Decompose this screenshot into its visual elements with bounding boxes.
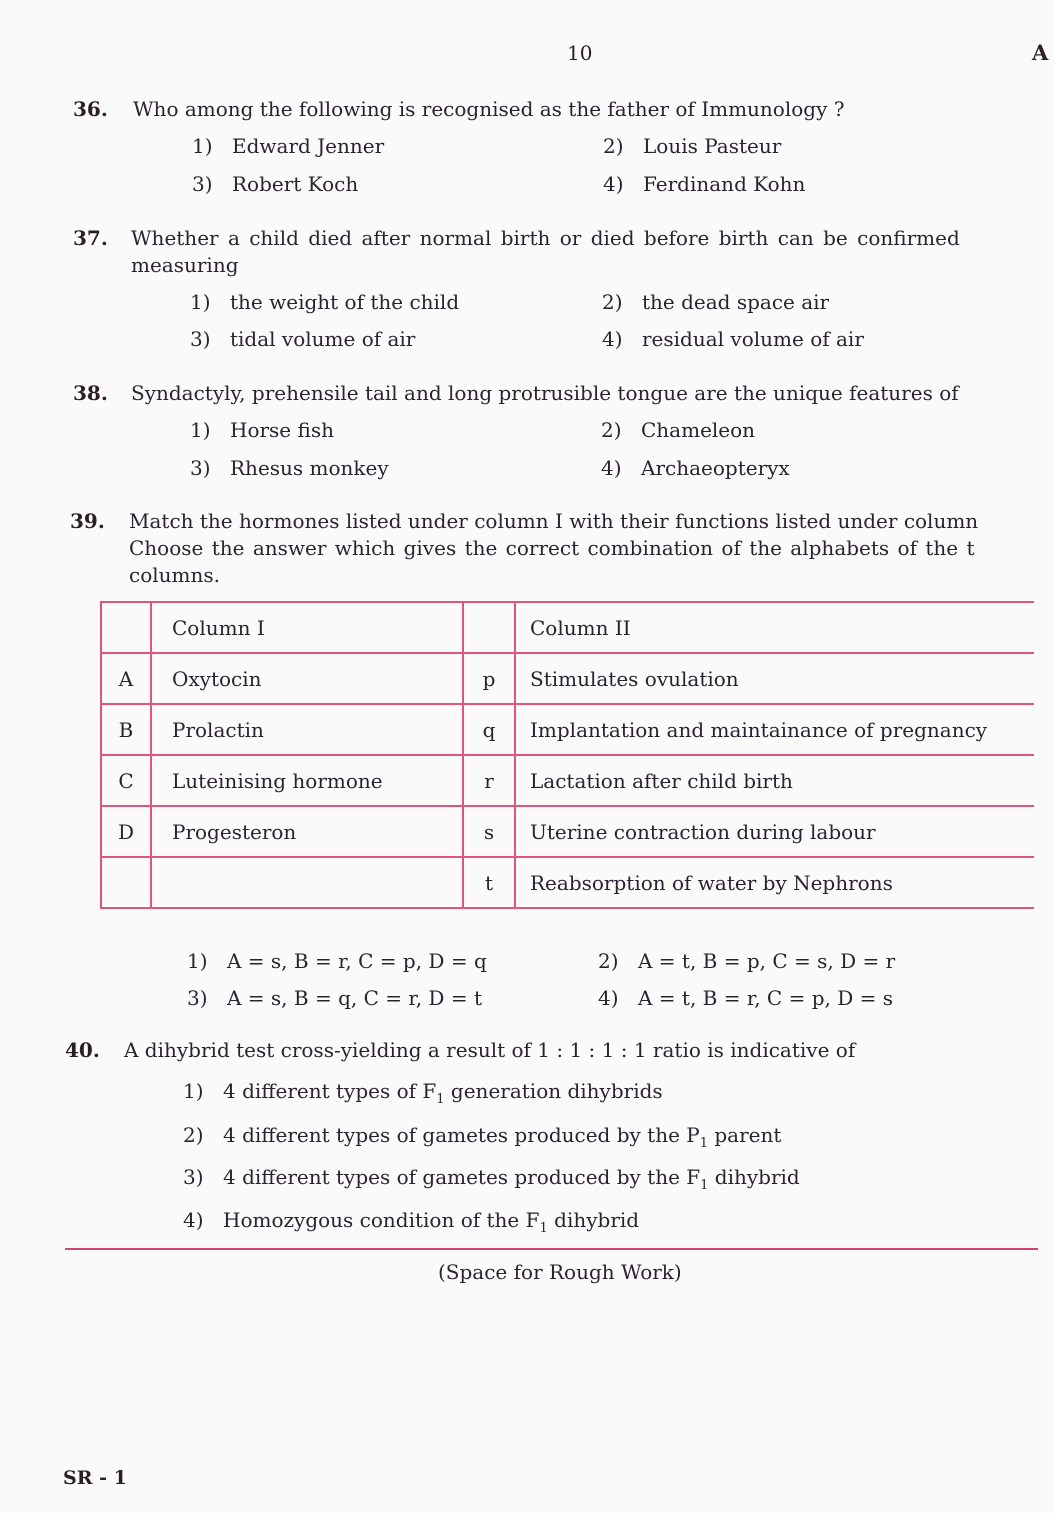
option-4 (603, 172, 805, 196)
col1-value (151, 857, 463, 908)
option-text: 4 different types of gametes produced by the F (223, 1165, 701, 1189)
option-number: 3) (190, 327, 211, 351)
table-row (101, 806, 1034, 857)
col2-value: Lactation after child birth (515, 755, 1034, 806)
option-number: 4) (598, 986, 619, 1010)
col1-value: Oxytocin (151, 653, 463, 704)
subscript: 1 (539, 1221, 548, 1236)
option-text: A = s, B = r, C = p, D = q (227, 949, 487, 973)
option-number: 3) (190, 456, 211, 480)
question-text-continued: Choose the answer which gives the correct combination of the alphabets of the t (129, 536, 975, 560)
option-number: 1) (187, 949, 208, 973)
question-number: 36. (73, 97, 108, 121)
option-text: generation dihybrids (444, 1079, 663, 1103)
option-number: 2) (183, 1123, 204, 1147)
table-cell (463, 602, 515, 653)
option-number: 4) (603, 172, 624, 196)
option-number: 1) (190, 418, 211, 442)
option-3 (183, 1165, 800, 1193)
option-2 (598, 949, 895, 973)
option-number: 3) (183, 1165, 204, 1189)
booklet-set-code: A (1032, 40, 1049, 65)
option-2 (183, 1123, 781, 1151)
question-text: Whether a child died after normal birth or died before birth can be confirmed (131, 226, 960, 250)
table-row (101, 857, 1034, 908)
option-3 (187, 986, 482, 1010)
col2-value: Reabsorption of water by Nephrons (515, 857, 1034, 908)
question-text-continued: measuring (131, 253, 239, 277)
table-row (101, 653, 1034, 704)
option-1 (190, 418, 334, 442)
option-4 (183, 1208, 639, 1236)
col2-value: Stimulates ovulation (515, 653, 1034, 704)
option-text: 4 different types of F (223, 1079, 437, 1103)
option-text: Horse fish (230, 418, 334, 442)
question-text: A dihybrid test cross-yielding a result of 1 : 1 : 1 : 1 ratio is indicative of (124, 1038, 856, 1062)
question-text-continued: columns. (129, 563, 220, 587)
col2-key: r (463, 755, 515, 806)
option-4 (598, 986, 893, 1010)
question-number: 37. (73, 226, 108, 250)
option-1 (192, 134, 384, 158)
option-text: Edward Jenner (232, 134, 385, 158)
subscript: 1 (699, 1136, 709, 1151)
option-text: A = s, B = q, C = r, D = t (227, 986, 482, 1010)
col2-key: s (463, 806, 515, 857)
option-text: the dead space air (642, 290, 830, 314)
col1-key (101, 857, 151, 908)
col2-key: q (463, 704, 515, 755)
option-text: Homozygous condition of the F (223, 1208, 540, 1232)
option-text: parent (708, 1123, 782, 1147)
col1-key: A (101, 653, 151, 704)
divider-line (65, 1248, 1038, 1250)
option-number: 3) (192, 172, 213, 196)
option-text: A = t, B = p, C = s, D = r (638, 949, 896, 973)
option-text: Archaeopteryx (641, 456, 790, 480)
question-number: 38. (73, 381, 108, 405)
option-2 (601, 418, 755, 442)
col2-value: Uterine contraction during labour (515, 806, 1034, 857)
col2-key: p (463, 653, 515, 704)
option-text: dihybrid (547, 1208, 640, 1232)
question-number: 40. (65, 1038, 100, 1062)
page-code: SR - 1 (63, 1467, 127, 1489)
col1-value: Prolactin (151, 704, 463, 755)
option-number: 3) (187, 986, 208, 1010)
question-text: Syndactyly, prehensile tail and long protrusible tongue are the unique features of (131, 381, 959, 405)
option-text: Ferdinand Kohn (643, 172, 806, 196)
subscript: 1 (436, 1092, 445, 1107)
col1-value: Progesteron (151, 806, 463, 857)
option-text: tidal volume of air (230, 327, 416, 351)
option-text: residual volume of air (642, 327, 864, 351)
option-3 (190, 327, 415, 351)
option-number: 2) (603, 134, 624, 158)
option-text: the weight of the child (230, 290, 460, 314)
table-row (101, 704, 1034, 755)
question-text: Who among the following is recognised as the father of Immunology ? (133, 97, 845, 121)
table-cell (101, 602, 151, 653)
option-4 (602, 327, 864, 351)
question-text: Match the hormones listed under column I with their functions listed under column (129, 509, 979, 533)
column-2-header: Column II (515, 602, 1034, 653)
match-table (100, 601, 1034, 909)
option-text: 4 different types of gametes produced by the P (223, 1123, 700, 1147)
option-text: Louis Pasteur (643, 134, 782, 158)
option-text: A = t, B = r, C = p, D = s (638, 986, 893, 1010)
col1-key: C (101, 755, 151, 806)
option-number: 4) (183, 1208, 204, 1232)
option-number: 4) (602, 327, 623, 351)
option-3 (192, 172, 358, 196)
col1-value: Luteinising hormone (151, 755, 463, 806)
col1-key: B (101, 704, 151, 755)
col2-value: Implantation and maintainance of pregnancy (515, 704, 1034, 755)
option-4 (601, 456, 790, 480)
option-text: Chameleon (641, 418, 756, 442)
option-text: Rhesus monkey (230, 456, 389, 480)
option-1 (187, 949, 487, 973)
option-text: Robert Koch (232, 172, 359, 196)
page-number: 10 (567, 41, 593, 65)
table-row (101, 755, 1034, 806)
col2-key: t (463, 857, 515, 908)
column-1-header: Column I (151, 602, 463, 653)
option-2 (602, 290, 829, 314)
option-1 (190, 290, 459, 314)
option-2 (603, 134, 781, 158)
option-number: 1) (190, 290, 211, 314)
option-text: dihybrid (708, 1165, 800, 1189)
option-number: 2) (602, 290, 623, 314)
option-number: 4) (601, 456, 622, 480)
rough-work-label: (Space for Rough Work) (438, 1260, 682, 1284)
question-number: 39. (70, 509, 105, 533)
table-header-row (101, 602, 1034, 653)
subscript: 1 (700, 1178, 709, 1193)
option-number: 1) (192, 134, 213, 158)
option-3 (190, 456, 389, 480)
option-number: 2) (598, 949, 619, 973)
col1-key: D (101, 806, 151, 857)
option-number: 1) (183, 1079, 204, 1103)
option-1 (183, 1079, 663, 1107)
option-number: 2) (601, 418, 622, 442)
